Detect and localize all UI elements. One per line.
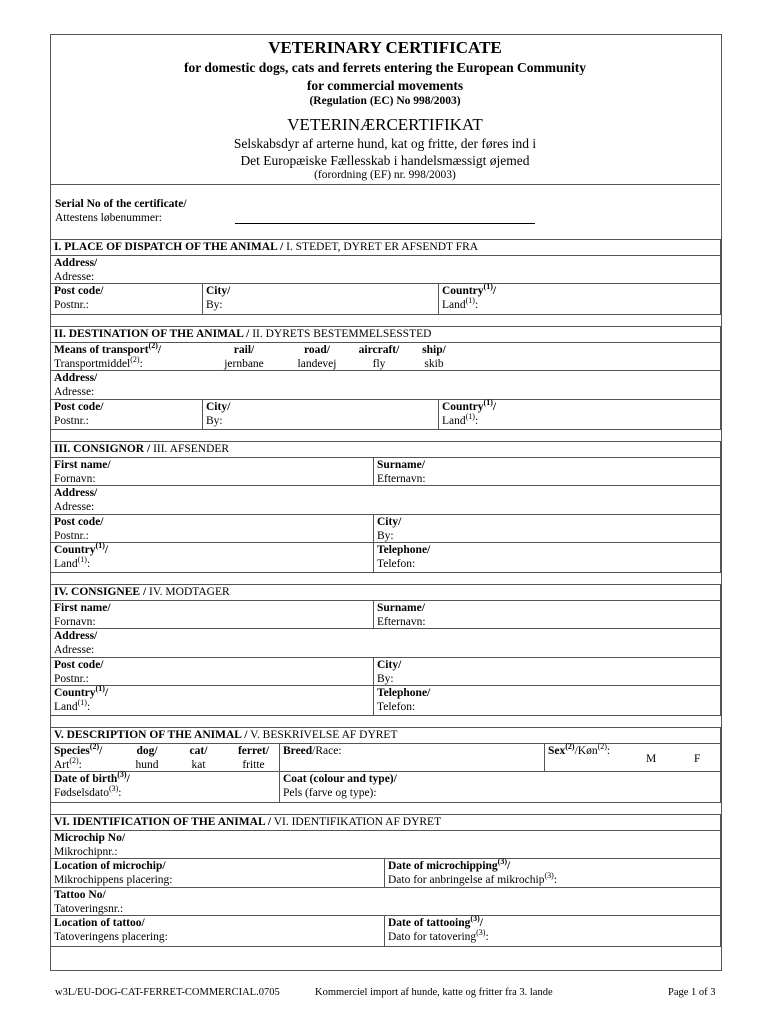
s2-title-en: II. DESTINATION OF THE ANIMAL / <box>54 328 250 340</box>
subtitle-da-2: Det Europæiske Fællesskab i handelsmæssigt øjemed <box>240 153 530 168</box>
s2-transport-row: Means of transport$^{(2)}$/ Transportmiddel$^{(2)}$: rail/ jernbane road/ landevej aircraft/ fly ship/ skib <box>51 342 720 371</box>
s3-title-da: III. AFSENDER <box>153 443 230 455</box>
s6-title-da: VI. IDENTIFIKATION AF DYRET <box>273 816 442 828</box>
section-destination <box>51 326 721 430</box>
title-en: VETERINARY CERTIFICATE <box>268 38 502 57</box>
s3-address-field[interactable]: Address/ Adresse: <box>51 485 720 515</box>
footer-page-number: Page 1 of 3 <box>668 987 716 998</box>
s5-coat-field[interactable]: Coat (colour and type)/ Pels (farve og type): <box>283 773 397 799</box>
subtitle-en-2: for commercial movements <box>306 78 464 93</box>
s2-address-field[interactable]: Address/ Adresse: <box>51 370 720 400</box>
s3-firstname-field[interactable]: First name/ Fornavn: <box>54 459 111 485</box>
s3-country-field[interactable]: Country$^{(1)}$/ Land$^{(1)}$: <box>54 541 109 570</box>
s4-surname-field[interactable]: Surname/ Efternavn: <box>377 602 426 628</box>
s1-city-field[interactable] <box>203 284 436 312</box>
serial-label-en: Serial No of the certificate/ <box>55 198 187 210</box>
s4-postcode-field[interactable]: Post code/ Postnr.: <box>54 659 104 685</box>
section-consignee <box>51 584 721 716</box>
serial-label-da: Attestens løbenummer: <box>55 212 162 224</box>
transport-aircraft-option[interactable]: aircraft/ fly <box>358 344 400 370</box>
s3-telephone-field[interactable]: Telephone/ Telefon: <box>377 544 431 570</box>
s4-title-da: IV. MODTAGER <box>149 586 230 598</box>
subtitle-da-1: Selskabsdyr af arterne hund, kat og fritte, der føres ind i <box>233 136 537 151</box>
s1-postcode-label-en: Post code/ <box>54 285 104 297</box>
section-consignor <box>51 441 721 573</box>
footer-description: Kommerciel import af hunde, katte og fritter fra 3. lande <box>315 987 553 998</box>
section-animal-description: V. DESCRIPTION OF THE ANIMAL / V. BESKRIVELSE AF DYRET Species$^{(2)}$/ Art$^{(2)}$: dog/ hund cat/ kat ferret/ fritte Breed/Race: Sex$^{(2)}$/Køn$^{(2)}$: M F Date of birth$^{(3)}$/ Fødselsdato$^{(3)}$: Coat (colour and type)/ Pels (farve og type): <box>51 727 721 803</box>
s6-chip-location-field[interactable]: Location of microchip/ Mikrochippens placering: <box>54 860 173 886</box>
s2-country-field[interactable]: Country$^{(1)}$/ Land$^{(1)}$: <box>442 398 497 427</box>
s1-address-field[interactable] <box>51 255 720 284</box>
s2-postcode-field[interactable]: Post code/ Postnr.: <box>54 401 104 427</box>
s1-country-field[interactable]: Country$^{(1)}$/ Land$^{(1)}$: <box>442 282 497 311</box>
species-cat-option[interactable]: cat/ kat <box>189 745 208 771</box>
serial-number <box>55 197 187 225</box>
s2-city-field[interactable]: City/ By: <box>206 401 231 427</box>
s1-postcode-field[interactable] <box>51 284 202 312</box>
s5-breed-field[interactable]: Breed/Race: <box>283 745 342 757</box>
species-dog-option[interactable]: dog/ hund <box>135 745 159 771</box>
s3-title-en: III. CONSIGNOR / <box>54 443 151 455</box>
s4-firstname-field[interactable]: First name/ Fornavn: <box>54 602 111 628</box>
s6-tattoo-field[interactable]: Tattoo No/ Tatoveringsnr.: <box>51 887 720 916</box>
sex-female-option[interactable]: F <box>694 753 701 765</box>
subtitle-en-1: for domestic dogs, cats and ferrets entering the European Community <box>184 60 586 75</box>
s1-address-label-en: Address/ <box>54 257 98 269</box>
transport-ship-option[interactable]: ship/ skib <box>422 344 446 370</box>
s1-postcode-label-da: Postnr.: <box>54 299 89 311</box>
s1-title-en: I. PLACE OF DISPATCH OF THE ANIMAL / <box>54 241 284 253</box>
s3-surname-field[interactable]: Surname/ Efternavn: <box>377 459 426 485</box>
s4-country-field[interactable]: Country$^{(1)}$/ Land$^{(1)}$: <box>54 684 109 713</box>
s5-dob-field[interactable]: Date of birth$^{(3)}$/ Fødselsdato$^{(3)}$: <box>54 770 130 799</box>
regulation-en: (Regulation (EC) No 998/2003) <box>309 95 461 107</box>
s2-title-da: II. DYRETS BESTEMMELSESSTED <box>252 328 432 340</box>
transport-road-option[interactable]: road/ landevej <box>297 344 337 370</box>
s4-title-en: IV. CONSIGNEE / <box>54 586 147 598</box>
s1-address-label-da: Adresse: <box>54 271 95 283</box>
s6-chip-date-field[interactable]: Date of microchipping$^{(3)}$/ Dato for anbringelse af mikrochip$^{(3)}$: <box>388 857 558 886</box>
species-ferret-option[interactable]: ferret/ fritte <box>237 745 270 771</box>
regulation-da: (forordning (EF) nr. 998/2003) <box>314 169 456 181</box>
s5-title-en: V. DESCRIPTION OF THE ANIMAL / <box>54 729 248 741</box>
s6-tattoo-date-field[interactable]: Date of tattooing$^{(3)}$/ Dato for tatovering$^{(3)}$: <box>388 914 489 943</box>
s6-microchip-field[interactable]: Microchip No/ Mikrochipnr.: <box>51 830 720 859</box>
s6-tattoo-location-field[interactable]: Location of tattoo/ Tatoveringens placering: <box>54 917 168 943</box>
serial-input-line[interactable] <box>235 223 535 224</box>
s1-title-da: I. STEDET, DYRET ER AFSENDT FRA <box>286 241 479 253</box>
certificate-header <box>50 34 720 185</box>
s4-telephone-field[interactable]: Telephone/ Telefon: <box>377 687 431 713</box>
s1-city-label-da: By: <box>206 299 223 311</box>
s4-city-field[interactable]: City/ By: <box>377 659 402 685</box>
sex-male-option[interactable]: M <box>646 753 657 765</box>
s4-address-field[interactable]: Address/ Adresse: <box>51 628 720 658</box>
s5-title-da: V. BESKRIVELSE AF DYRET <box>250 729 398 741</box>
footer-doc-code: w3L/EU-DOG-CAT-FERRET-COMMERCIAL.0705 <box>55 987 280 998</box>
title-da: VETERINÆRCERTIFIKAT <box>287 115 483 134</box>
s1-city-label-en: City/ <box>206 285 231 297</box>
s3-city-field[interactable]: City/ By: <box>377 516 402 542</box>
transport-rail-option[interactable]: rail/ jernbane <box>224 344 264 370</box>
s6-title-en: VI. IDENTIFICATION OF THE ANIMAL / <box>54 816 272 828</box>
section-identification <box>51 814 721 947</box>
section-dispatch <box>51 239 721 315</box>
s3-postcode-field[interactable]: Post code/ Postnr.: <box>54 516 104 542</box>
